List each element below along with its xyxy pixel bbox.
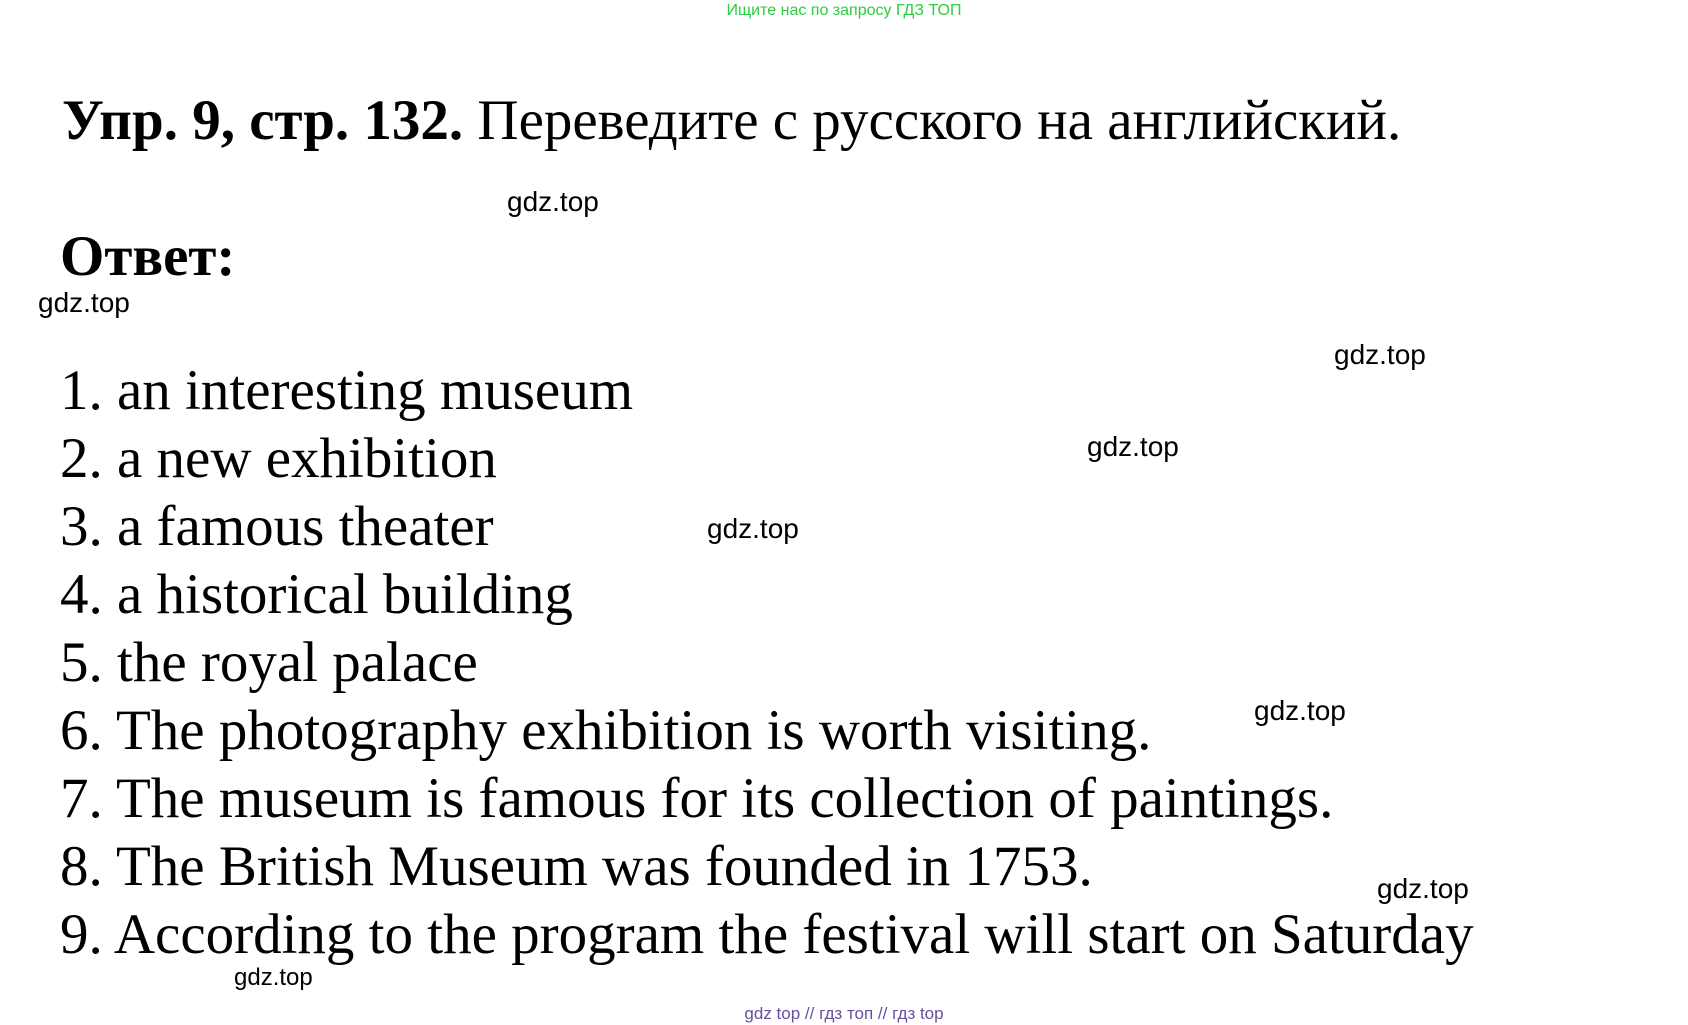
answer-item: 3. a famous theater [60, 495, 494, 558]
answer-label: Ответ: [60, 225, 236, 288]
watermark: gdz.top [1377, 873, 1469, 904]
answer-item: 6. The photography exhibition is worth visiting. [60, 699, 1152, 762]
watermark: gdz.top [707, 513, 799, 544]
watermark: gdz.top [234, 964, 313, 991]
answer-item: 4. a historical building [60, 563, 573, 626]
watermark: gdz.top [38, 287, 130, 318]
answer-item: 5. the royal palace [60, 631, 478, 694]
task-title [62, 86, 1401, 156]
answer-item: 2. a new exhibition [60, 427, 497, 490]
watermark: gdz.top [1334, 339, 1426, 370]
task-number: Упр. 9, стр. 132. [62, 89, 464, 152]
task-instruction: Переведите с русского на английский. [477, 89, 1402, 152]
answer-item: 9. According to the program the festival will start on Saturday [60, 903, 1474, 966]
watermark: gdz.top [507, 186, 599, 217]
watermark: gdz.top [1087, 431, 1179, 462]
answer-item: 1. an interesting museum [60, 359, 634, 422]
answer-list [60, 357, 1474, 969]
search-banner: Ищите нас по запросу ГДЗ ТОП [726, 2, 962, 19]
answer-item: 7. The museum is famous for its collection of paintings. [60, 767, 1334, 830]
watermark: gdz.top [1254, 695, 1346, 726]
answer-item: 8. The British Museum was founded in 1753. [60, 835, 1093, 898]
footer-links: gdz top // гдз топ // гдз top [744, 1004, 944, 1023]
